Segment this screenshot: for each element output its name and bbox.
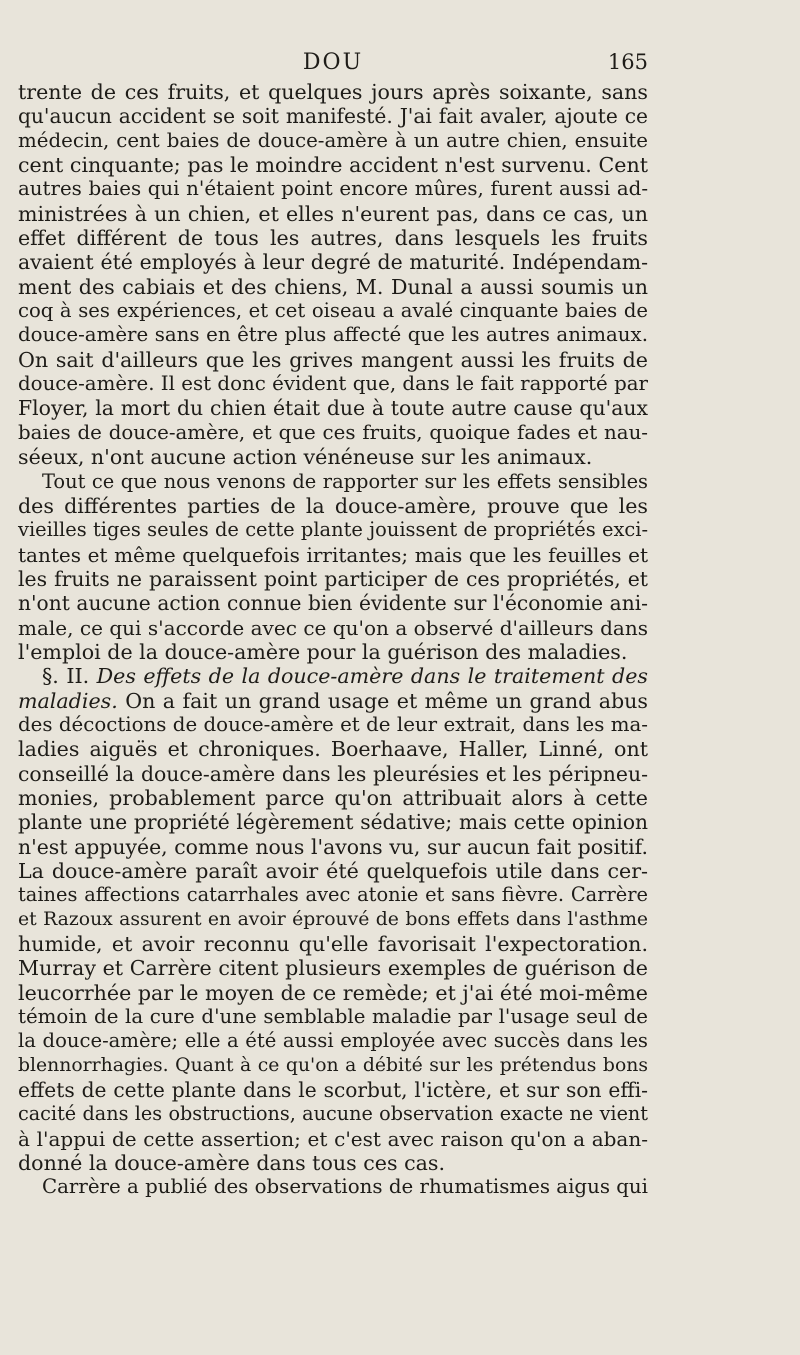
text-line: douce-amère sans en être plus affecté que les autres animaux. (18, 323, 648, 347)
page-number: 165 (607, 50, 648, 74)
text-line: médecin, cent baies de douce-amère à un autre chien, ensuite (18, 128, 648, 152)
text-line: ladies aiguës et chroniques. Boerhaave, Haller, Linné, ont (18, 737, 648, 762)
section-number: §. II. (42, 664, 97, 689)
section-title-end: maladies. (18, 688, 118, 713)
text-line: effet différent de tous les autres, dans lesquels les fruits (18, 226, 648, 251)
section-heading-line-2 (18, 689, 648, 713)
text-line: avaient été employés à leur degré de maturité. Indépendam- (18, 250, 648, 275)
text-line: qu'aucun accident se soit manifesté. J'ai fait avaler, ajoute ce (18, 104, 648, 129)
text-line: Floyer, la mort du chien était due à toute autre cause qu'aux (18, 396, 648, 421)
text-line: et Razoux assurent en avoir éprouvé de bons effets dans l'asthme (18, 908, 648, 930)
section-heading-line-1 (18, 664, 648, 688)
text-line: Tout ce que nous venons de rapporter sur les effets sensibles (42, 469, 648, 493)
text-line: n'ont aucune action connue bien évidente sur l'économie ani- (18, 591, 648, 616)
text-line: la douce-amère; elle a été aussi employée avec succès dans les (18, 1029, 648, 1053)
text-line: des différentes parties de la douce-amère, prouve que les (18, 493, 648, 518)
text-line: La douce-amère paraît avoir été quelquefois utile dans cer- (18, 859, 648, 883)
text-line: vieilles tiges seules de cette plante jouissent de propriétés exci- (18, 518, 648, 542)
text-line: n'est appuyée, comme nous l'avons vu, sur aucun fait positif. (18, 834, 648, 859)
text-line: des décoctions de douce-amère et de leur extrait, dans les ma- (18, 712, 648, 736)
text-line: donné la douce-amère dans tous ces cas. (18, 1151, 445, 1176)
section-title: Des effets de la douce-amère dans le traitement des (96, 664, 648, 689)
text-line: conseillé la douce-amère dans les pleurésies et les péripneu- (18, 761, 648, 786)
text-line: douce-amère. Il est donc évident que, dans le fait rapporté par (18, 372, 648, 396)
text-line: male, ce qui s'accorde avec ce qu'on a observé d'ailleurs dans (18, 615, 648, 640)
text-line: l'emploi de la douce-amère pour la guérison des maladies. (18, 639, 628, 664)
text-line: coq à ses expériences, et cet oiseau a avalé cinquante baies de (18, 299, 648, 323)
text-line: On sait d'ailleurs que les grives mangent aussi les fruits de (18, 347, 648, 372)
text-line: les fruits ne paraissent point participer de ces propriétés, et (18, 566, 648, 591)
text-line: Carrère a publié des observations de rhumatismes aigus qui (42, 1175, 648, 1199)
text-line: ment des cabiais et des chiens, M. Dunal a aussi soumis un (18, 274, 648, 299)
text-line: cacité dans les obstructions, aucune observation exacte ne vient (18, 1102, 648, 1126)
text-line: tantes et même quelquefois irritantes; mais que les feuilles et (18, 542, 648, 567)
page-header (18, 50, 648, 80)
text-line: trente de ces fruits, et quelques jours après soixante, sans (18, 80, 648, 104)
text-line: autres baies qui n'étaient point encore mûres, furent aussi ad- (18, 177, 648, 201)
text-line: témoin de la cure d'une semblable maladie par l'usage seul de (18, 1005, 648, 1029)
text-line: cent cinquante; pas le moindre accident n'est survenu. Cent (18, 153, 648, 178)
text-line: plante une propriété légèrement sédative; mais cette opinion (18, 810, 648, 835)
text-line: taines affections catarrhales avec atonie et sans fièvre. Carrère (18, 883, 648, 907)
text-line: baies de douce-amère, et que ces fruits, quoique fades et nau- (18, 420, 648, 444)
text-line: blennorrhagies. Quant à ce qu'on a débité sur les prétendus bons (18, 1054, 648, 1076)
body-text (18, 80, 648, 1200)
running-head: DOU (302, 50, 364, 75)
text-line: ministrées à un chien, et elles n'eurent pas, dans ce cas, un (18, 201, 648, 226)
text-line: séeux, n'ont aucune action vénéneuse sur les animaux. (18, 445, 593, 470)
section-text-start: On a fait un grand usage et même un grand abus (117, 688, 648, 713)
text-line: Murray et Carrère citent plusieurs exemples de guérison de (18, 956, 648, 981)
text-line: leucorrhée par le moyen de ce remède; et j'ai été moi-même (18, 980, 648, 1005)
text-line: à l'appui de cette assertion; et c'est avec raison qu'on a aban- (18, 1126, 648, 1151)
text-line: effets de cette plante dans le scorbut, l'ictère, et sur son effi- (18, 1078, 648, 1103)
text-line: monies, probablement parce qu'on attribuait alors à cette (18, 785, 648, 810)
text-line: humide, et avoir reconnu qu'elle favorisait l'expectoration. (18, 932, 648, 957)
